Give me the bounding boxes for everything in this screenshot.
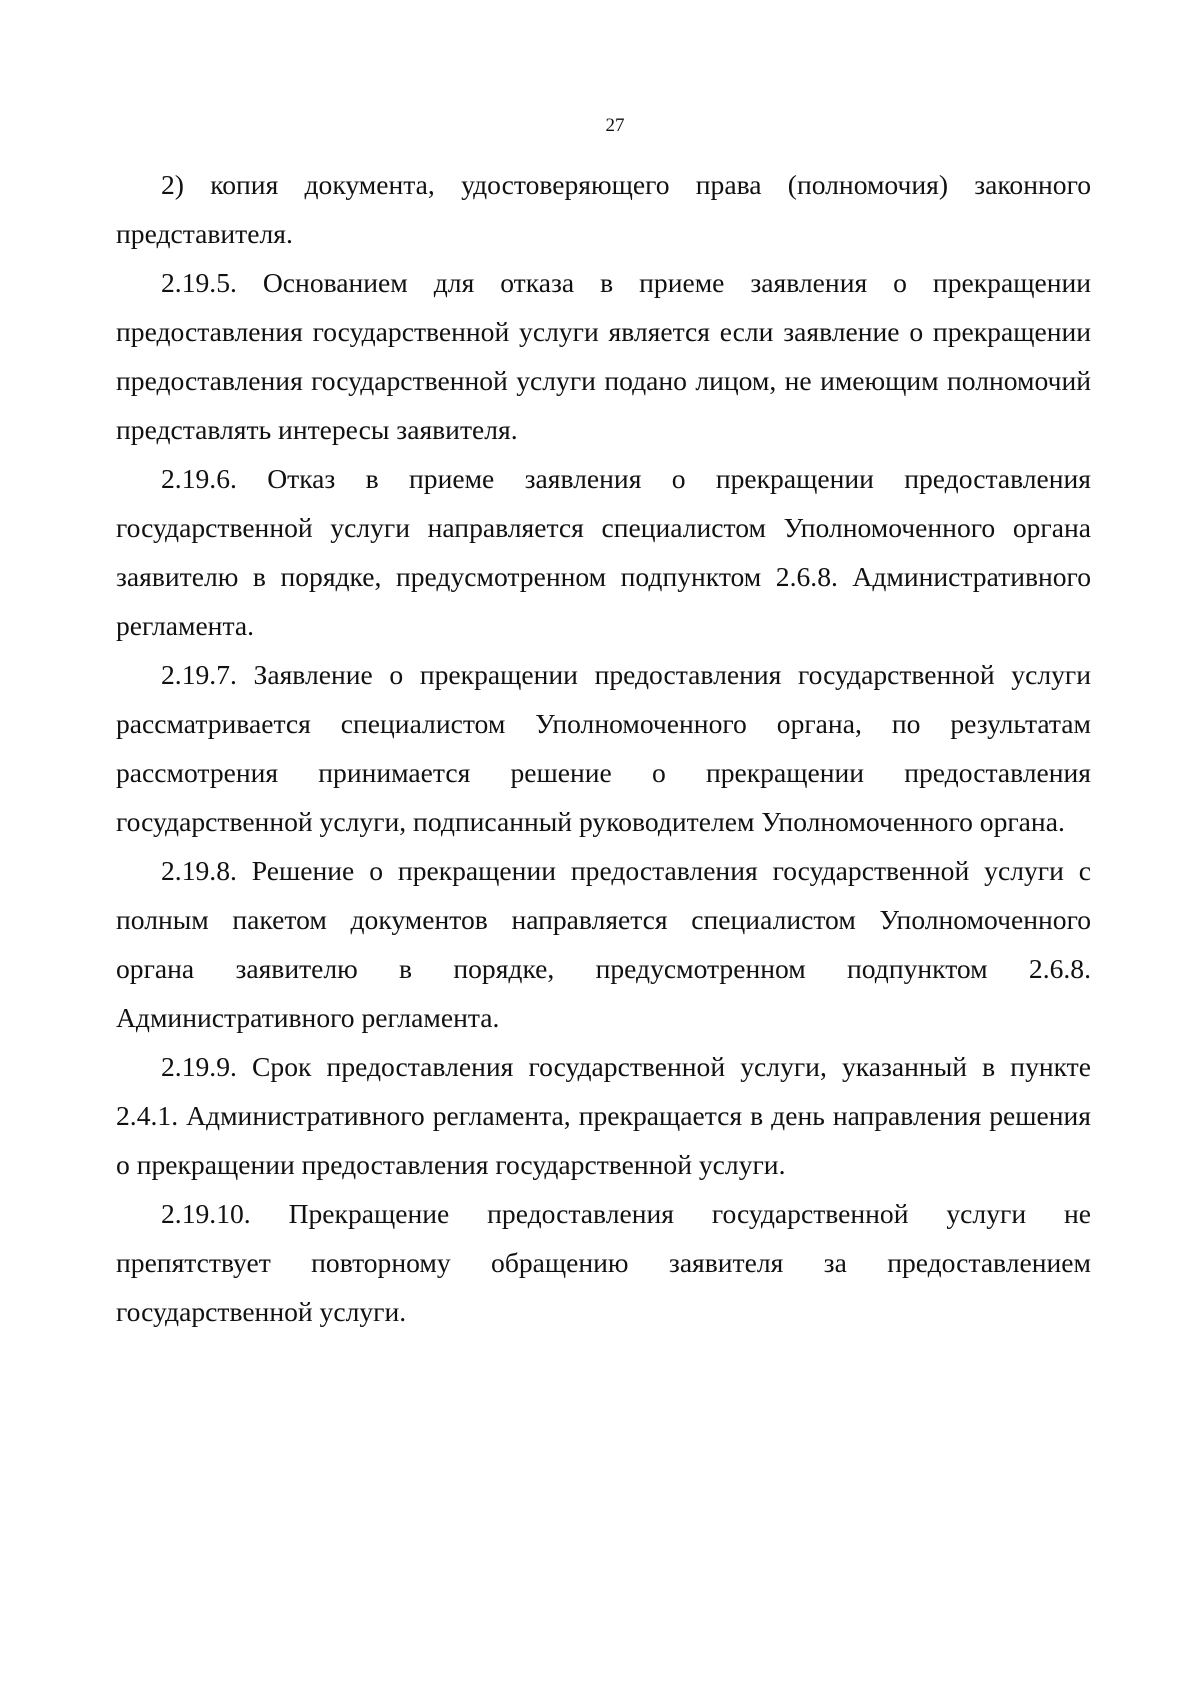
paragraph-2-19-10: 2.19.10. Прекращение предоставления государственной услуги не препятствует повторному обращению заявителя за предоставлением государственной услуги.: [116, 1198, 1091, 1327]
page-number: 27: [605, 115, 625, 136]
paragraph-2-19-6: 2.19.6. Отказ в приеме заявления о прекращении предоставления государственной услуги направляется специалистом Уполномоченного органа заявителю в порядке, предусмотренном подпунктом 2.6.8. Административного регламента.: [116, 463, 1091, 641]
paragraph-2-19-7: 2.19.7. Заявление о прекращении предоставления государственной услуги рассматривается специалистом Уполномоченного органа, по результатам рассмотрения принимается решение о прекращении предоставления государственной услуги, подписанный руководителем Уполномоченного органа.: [116, 659, 1091, 837]
paragraph-copy-of-document: 2) копия документа, удостоверяющего права (полномочия) законного представителя.: [116, 169, 1091, 249]
document-body: [116, 160, 1091, 1336]
paragraph-2-19-5: 2.19.5. Основанием для отказа в приеме заявления о прекращении предоставления государственной услуги является если заявление о прекращении предоставления государственной услуги подано лицом, не имеющим полномочий представлять интересы заявителя.: [116, 267, 1091, 445]
paragraph-2-19-9: 2.19.9. Срок предоставления государственной услуги, указанный в пункте 2.4.1. Административного регламента, прекращается в день направления решения о прекращении предоставления государственной услуги.: [116, 1051, 1091, 1180]
paragraph-2-19-8: 2.19.8. Решение о прекращении предоставления государственной услуги с полным пакетом документов направляется специалистом Уполномоченного органа заявителю в порядке, предусмотренном подпунктом 2.6.8. Административного регламента.: [116, 855, 1091, 1033]
